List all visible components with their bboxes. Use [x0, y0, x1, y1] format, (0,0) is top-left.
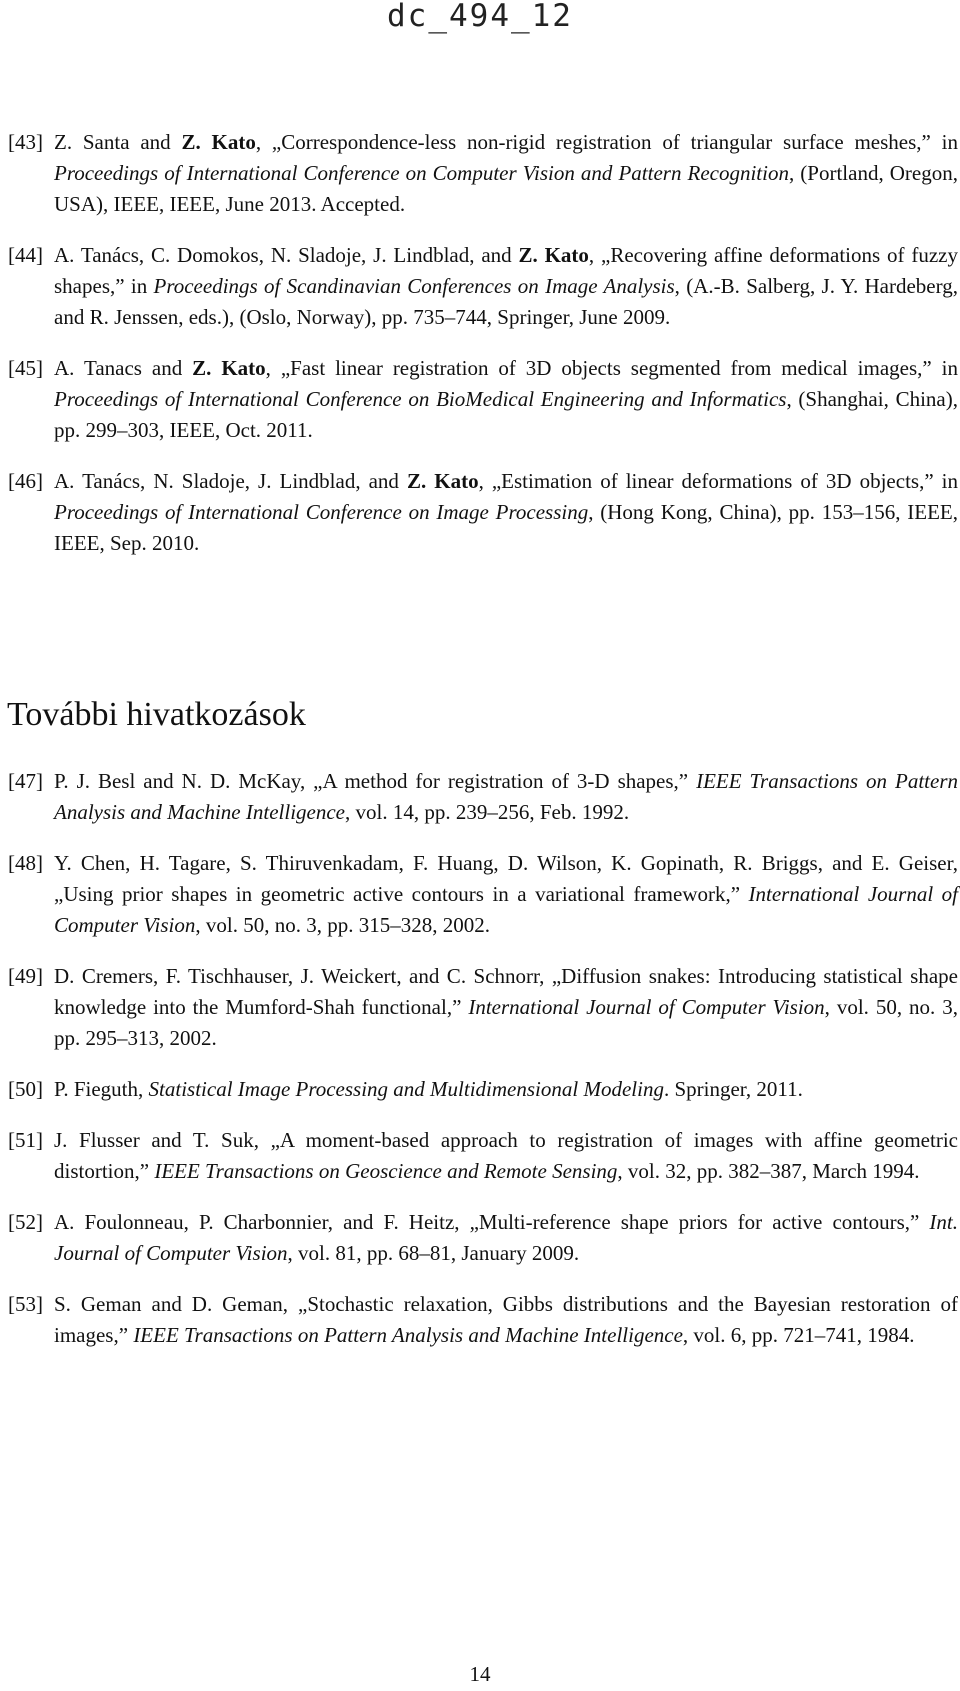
- reference-item: [8, 766, 958, 828]
- reference-details: , (Portland, Oregon, USA), IEEE, IEEE, June 2013. Accepted.: [54, 161, 958, 216]
- reference-item: [8, 466, 958, 559]
- reference-author-highlight: Z. Kato: [192, 356, 266, 380]
- reference-authors-title: P. Fieguth,: [54, 1077, 149, 1101]
- reference-number: [48]: [8, 851, 43, 875]
- reference-details: , (A.-B. Salberg, J. Y. Hardeberg, and R. Jenssen, eds.), (Oslo, Norway), pp. 735–744, Springer, June 2009.: [54, 274, 958, 329]
- reference-authors: Z. Santa and: [54, 130, 182, 154]
- reference-author-highlight: Z. Kato: [518, 243, 589, 267]
- reference-venue: Proceedings of International Conference on BioMedical Engineering and Informatics: [54, 387, 787, 411]
- reference-details: , (Shanghai, China), pp. 299–303, IEEE, Oct. 2011.: [54, 387, 958, 442]
- reference-details: , vol. 81, pp. 68–81, January 2009.: [287, 1241, 580, 1265]
- reference-authors-title: Y. Chen, H. Tagare, S. Thiruvenkadam, F. Huang, D. Wilson, K. Gopinath, R. Briggs, and E. Geiser, „Using prior shapes in geometric active contours in a variational framework,”: [54, 851, 958, 906]
- reference-venue: Proceedings of International Conference on Computer Vision and Pattern Recognition: [54, 161, 789, 185]
- reference-authors-title: D. Cremers, F. Tischhauser, J. Weickert, and C. Schnorr, „Diffusion snakes: Introducing statistical shape knowledge into the Mumford-Shah functional,”: [54, 964, 958, 1019]
- reference-number: [46]: [8, 469, 43, 493]
- reference-title: , „Recovering affine deformations of fuzzy shapes,” in: [54, 243, 958, 298]
- reference-venue: Proceedings of International Conference on Image Processing: [54, 500, 589, 524]
- reference-number: [47]: [8, 769, 43, 793]
- reference-authors-title: P. J. Besl and N. D. McKay, „A method for registration of 3-D shapes,”: [54, 769, 697, 793]
- reference-number: [52]: [8, 1210, 43, 1234]
- reference-authors: A. Tanács, N. Sladoje, J. Lindblad, and: [54, 469, 407, 493]
- reference-title: , „Correspondence-less non-rigid registration of triangular surface meshes,” in: [255, 130, 958, 154]
- reference-item: [8, 240, 958, 333]
- reference-details: . Springer, 2011.: [663, 1077, 803, 1101]
- reference-number: [45]: [8, 356, 43, 380]
- reference-title: , „Estimation of linear deformations of 3D objects,” in: [478, 469, 959, 493]
- reference-venue: IEEE Transactions on Pattern Analysis and Machine Intelligence: [54, 769, 958, 824]
- reference-details: , vol. 50, no. 3, pp. 315–328, 2002.: [195, 913, 490, 937]
- reference-number: [53]: [8, 1292, 43, 1316]
- reference-item: [8, 848, 958, 941]
- reference-venue: Proceedings of Scandinavian Conferences on Image Analysis: [153, 274, 675, 298]
- reference-number: [43]: [8, 130, 43, 154]
- reference-details: , vol. 50, no. 3, pp. 295–313, 2002.: [54, 995, 958, 1050]
- reference-list-own: [8, 127, 958, 579]
- reference-item: [8, 1074, 958, 1105]
- reference-item: [8, 1289, 958, 1351]
- reference-item: [8, 1207, 958, 1269]
- reference-details: , (Hong Kong, China), pp. 153–156, IEEE, IEEE, Sep. 2010.: [54, 500, 958, 555]
- reference-author-highlight: Z. Kato: [406, 469, 479, 493]
- reference-details: , vol. 6, pp. 721–741, 1984.: [682, 1323, 915, 1347]
- reference-number: [51]: [8, 1128, 43, 1152]
- page-number: 14: [469, 1662, 491, 1686]
- reference-title: , „Fast linear registration of 3D objects segmented from medical images,” in: [265, 356, 958, 380]
- reference-authors-title: S. Geman and D. Geman, „Stochastic relaxation, Gibbs distributions and the Bayesian restoration of images,”: [54, 1292, 958, 1347]
- reference-details: , vol. 14, pp. 239–256, Feb. 1992.: [345, 800, 630, 824]
- reference-venue: International Journal of Computer Vision: [54, 882, 958, 937]
- page-header: dc_494_12: [387, 0, 573, 34]
- reference-details: , vol. 32, pp. 382–387, March 1994.: [617, 1159, 920, 1183]
- reference-venue: IEEE Transactions on Geoscience and Remote Sensing: [154, 1159, 618, 1183]
- reference-venue: Statistical Image Processing and Multidimensional Modeling: [148, 1077, 664, 1101]
- reference-list-further: [8, 766, 958, 1371]
- reference-item: [8, 353, 958, 446]
- reference-authors: A. Tanács, C. Domokos, N. Sladoje, J. Lindblad, and: [54, 243, 519, 267]
- reference-authors-title: A. Foulonneau, P. Charbonnier, and F. Heitz, „Multi-reference shape priors for active contours,”: [54, 1210, 930, 1234]
- reference-author-highlight: Z. Kato: [181, 130, 256, 154]
- reference-number: [49]: [8, 964, 43, 988]
- reference-number: [50]: [8, 1077, 43, 1101]
- reference-authors: A. Tanacs and: [54, 356, 193, 380]
- reference-number: [44]: [8, 243, 43, 267]
- reference-venue: International Journal of Computer Vision: [468, 995, 825, 1019]
- reference-item: [8, 961, 958, 1054]
- reference-item: [8, 1125, 958, 1187]
- reference-venue: Int. Journal of Computer Vision: [54, 1210, 958, 1265]
- reference-venue: IEEE Transactions on Pattern Analysis and Machine Intelligence: [133, 1323, 683, 1347]
- reference-item: [8, 127, 958, 220]
- reference-authors-title: J. Flusser and T. Suk, „A moment-based approach to registration of images with affine geometric distortion,”: [54, 1128, 958, 1183]
- section-title: További hivatkozások: [7, 696, 306, 733]
